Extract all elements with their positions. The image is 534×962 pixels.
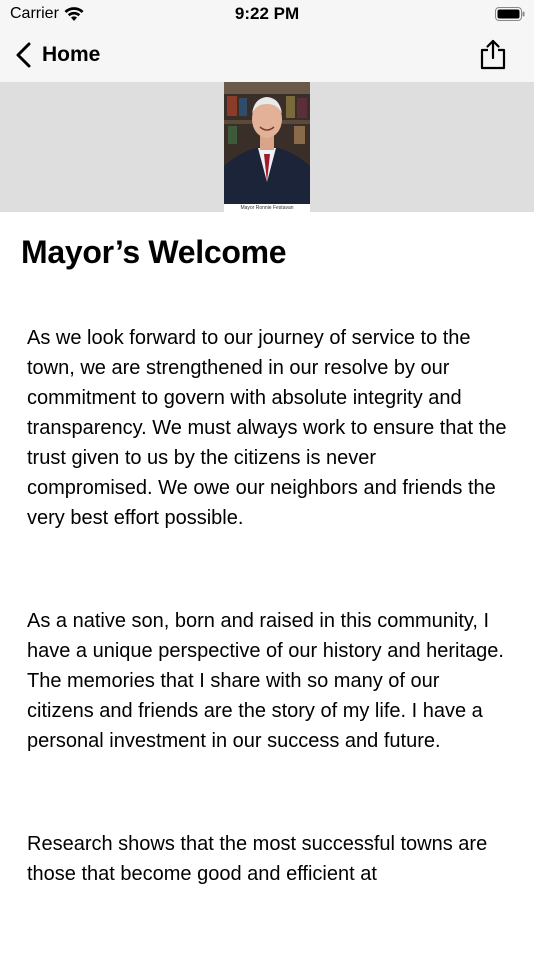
back-label: Home xyxy=(42,43,101,66)
mayor-portrait-image xyxy=(224,82,310,204)
paragraph-3: Research shows that the most successful towns are those that become good and efficient at xyxy=(27,833,488,885)
photo-banner xyxy=(0,82,534,212)
photo-caption: Mayor Ronnie Festavan xyxy=(224,204,310,212)
status-bar xyxy=(0,0,534,30)
share-icon[interactable] xyxy=(479,38,507,70)
navigation-bar xyxy=(0,30,534,82)
paragraph-2: As a native son, born and raised in this community, I have a unique perspective of our history and heritage. The memories that I share with so many of our citizens and friends are the story of my life. I have a personal investment in our success and future. xyxy=(27,610,504,752)
page-title: Mayor’s Welcome xyxy=(21,234,287,270)
carrier-label: Carrier xyxy=(10,5,59,22)
status-time: 9:22 PM xyxy=(234,4,300,23)
mayor-photo xyxy=(224,82,310,212)
back-button[interactable] xyxy=(14,40,100,70)
chevron-left-icon xyxy=(14,42,34,68)
battery-icon xyxy=(495,7,525,21)
welcome-content xyxy=(27,323,507,962)
paragraph-1: As we look forward to our journey of service to the town, we are strengthened in our resolve by our commitment to govern with absolute integrity and transparency. We must always work to ensure that the trust given to us by the citizens is never compromised. We owe our neighbors and friends the very best effort possible. xyxy=(27,327,507,529)
